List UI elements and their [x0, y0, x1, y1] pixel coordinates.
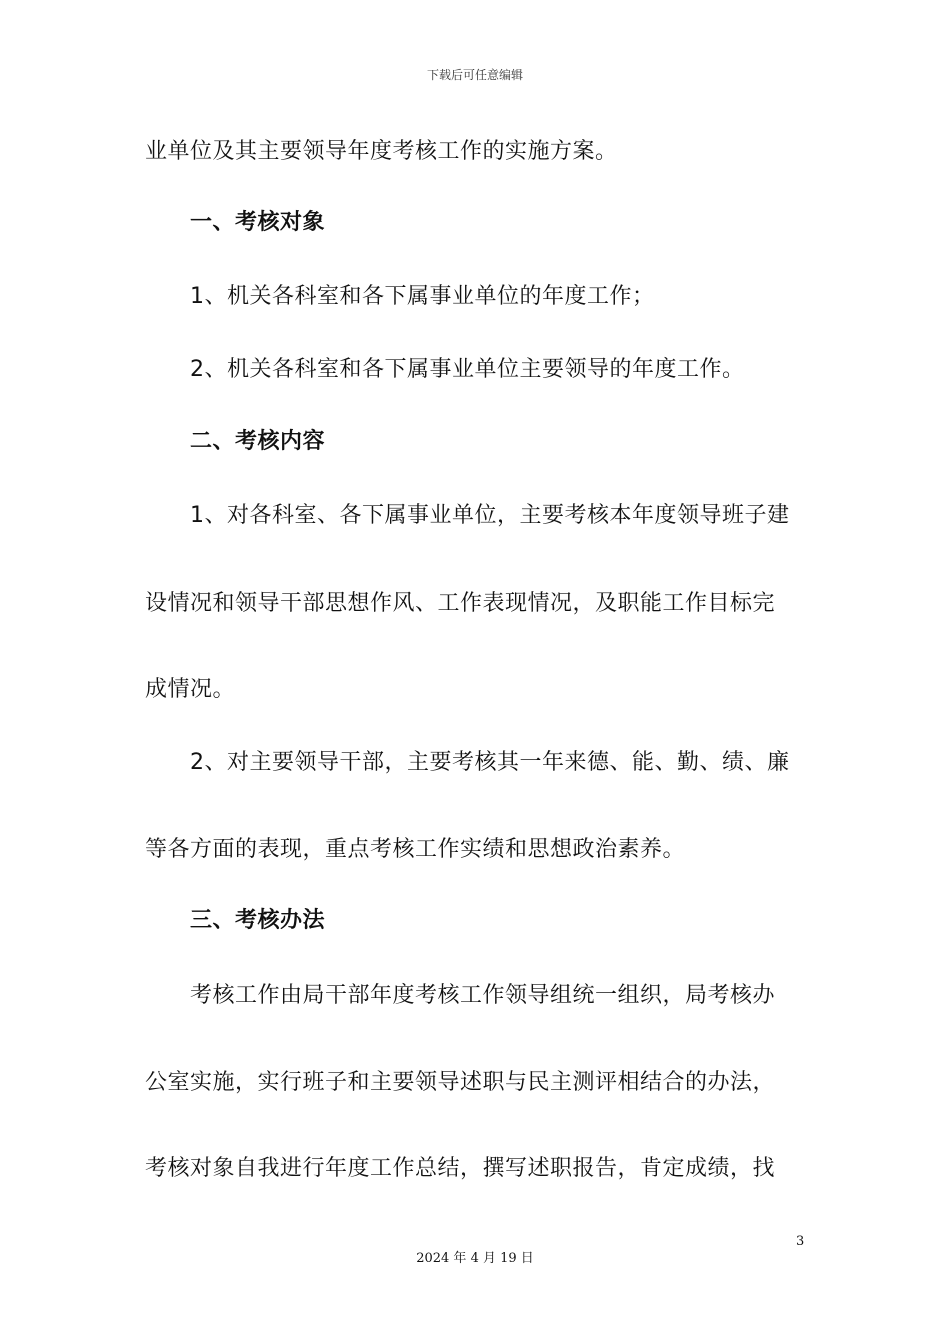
paragraph-line: 1、对各科室、各下属事业单位，主要考核本年度领导班子建 — [190, 503, 790, 528]
footer-date: 2024 年 4 月 19 日 — [416, 1251, 534, 1266]
paragraph-line: 公室实施，实行班子和主要领导述职与民主测评相结合的办法， — [145, 1070, 776, 1095]
paragraph-line: 考核工作由局干部年度考核工作领导组统一组织，局考核办 — [190, 983, 776, 1008]
page-number: 3 — [796, 1234, 805, 1249]
section-heading-methods: 三、考核办法 — [190, 908, 326, 933]
page-header-note: 下载后可任意编辑 — [426, 68, 523, 82]
section-heading-content: 二、考核内容 — [190, 429, 326, 454]
paragraph-line: 成情况。 — [145, 677, 236, 702]
paragraph-line: 考核对象自我进行年度工作总结，撰写述职报告，肯定成绩，找 — [145, 1156, 776, 1181]
list-item: 1、机关各科室和各下属事业单位的年度工作； — [190, 284, 655, 309]
paragraph-line: 设情况和领导干部思想作风、工作表现情况，及职能工作目标完 — [145, 591, 776, 616]
paragraph-line: 业单位及其主要领导年度考核工作的实施方案。 — [145, 139, 618, 164]
paragraph-line: 2、对主要领导干部，主要考核其一年来德、能、勤、绩、廉 — [190, 750, 790, 775]
list-item: 2、机关各科室和各下属事业单位主要领导的年度工作。 — [190, 357, 745, 382]
paragraph-line: 等各方面的表现，重点考核工作实绩和思想政治素养。 — [145, 837, 686, 862]
section-heading-objects: 一、考核对象 — [190, 210, 326, 235]
